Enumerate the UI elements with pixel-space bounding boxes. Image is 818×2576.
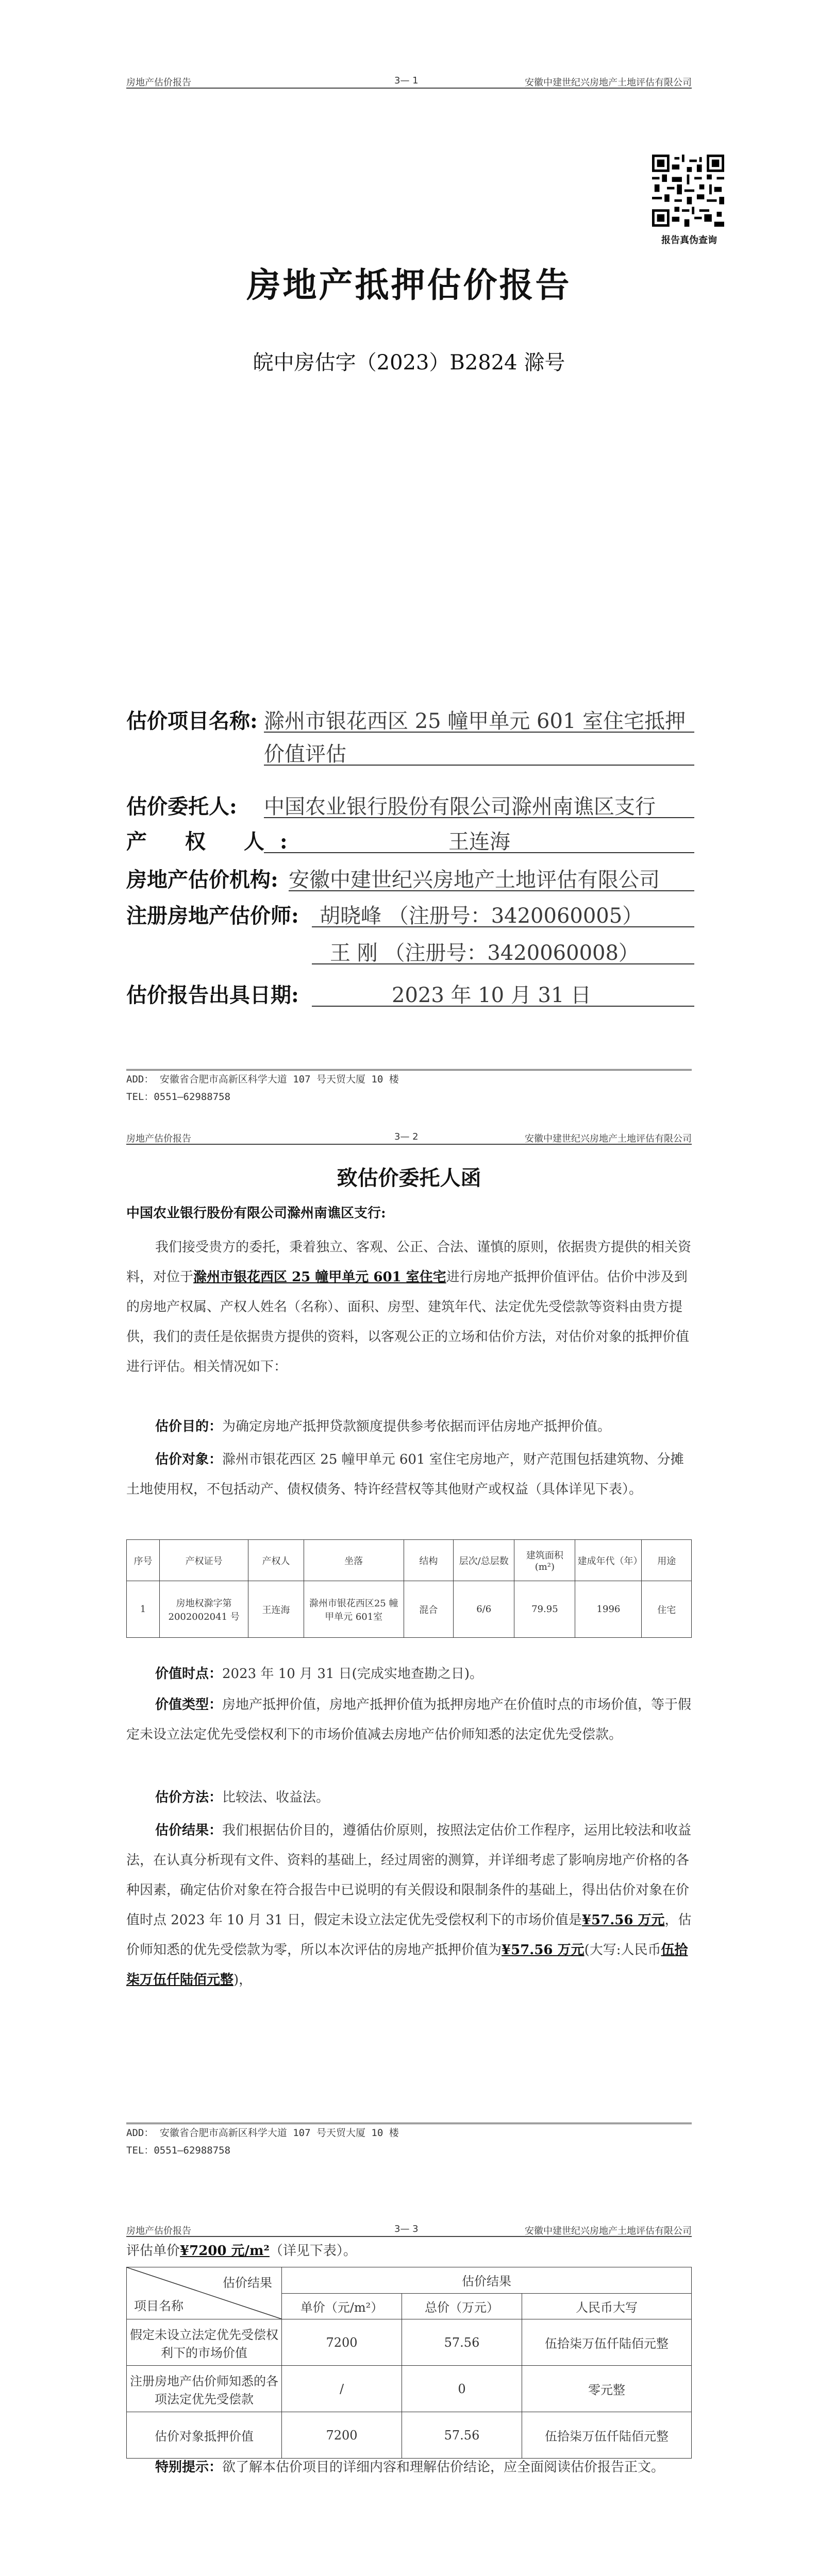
header-company: 安徽中建世纪兴房地产土地评估有限公司 — [525, 1133, 692, 1144]
object-paragraph — [126, 1445, 692, 1504]
underline — [289, 890, 694, 891]
intro-text-a: 我们接受贵方的委托，秉着独立、客观、公正、合法、谨慎的原则，依据贵方提供的相关资料，对位于 — [126, 1240, 692, 1285]
object-text: 滁州市银花西区 25 幢甲单元 601 室住宅房地产，财产范围包括建筑物、分摊土地使用权，不包括动产、债权债务、特许经营权等其他财产或权益（具体详见下表）。 — [126, 1452, 684, 1497]
purpose-text: 为确定房地产抵押贷款额度提供参考依据而评估房地产抵押价值。 — [222, 1419, 611, 1434]
row-name: 假定未设立法定优先受偿权利下的市场价值 — [127, 2319, 282, 2366]
client-value: 中国农业银行股份有限公司滁州南谯区支行 — [264, 795, 656, 819]
client-label: 估价委托人: — [126, 794, 237, 819]
table-cell: 1996 — [575, 1581, 642, 1638]
underline — [312, 963, 694, 964]
method-text: 比较法、收益法。 — [222, 1790, 330, 1805]
underline — [264, 852, 694, 853]
method-paragraph — [126, 1783, 692, 1812]
table-row — [127, 2412, 692, 2459]
row-total: 57.56 — [402, 2319, 522, 2366]
object-label: 估价对象： — [155, 1452, 223, 1467]
table-cell: 6/6 — [454, 1581, 514, 1638]
result-paragraph — [126, 1816, 692, 1995]
valuedate-label: 价值时点： — [155, 1666, 223, 1682]
page-footer — [126, 1069, 692, 1112]
qr-code-icon[interactable] — [652, 155, 724, 227]
intro-text-c: 进行房地产抵押价值评估。估价中涉及到的房地产权属、产权人姓名（名称）、面积、房型、建筑年代、法定优先受偿款等资料由贵方提供，我们的责任是依据贵方提供的资料，以客观公正的立场和估价方法，对估价对象的抵押价值进行评估。相关情况如下： — [126, 1269, 690, 1375]
property-table — [126, 1539, 692, 1638]
table-cell: 79.95 — [514, 1581, 575, 1638]
table-cell: 王连海 — [248, 1581, 304, 1638]
table-header: 用途 — [642, 1540, 692, 1581]
table-header: 序号 — [127, 1540, 160, 1581]
note-text: 欲了解本估价项目的详细内容和理解估价结论，应全面阅读估价报告正文。 — [222, 2460, 665, 2475]
row-unit: 7200 — [282, 2412, 402, 2459]
valuedate-paragraph — [126, 1659, 692, 1689]
unit-price-text-a: 评估单价 — [126, 2243, 180, 2259]
underline — [264, 765, 694, 766]
project-value-line2: 价值评估 — [264, 742, 346, 766]
page-footer — [126, 2123, 692, 2165]
result-text-a: 我们根据估价目的，遵循估价原则，按照法定估价工作程序，运用比较法和收益法，在认真分析现有文件、资料的基础上，经过周密的测算，并详细考虑了影响房地产价格的各种因素，确定估价对象在符合报告中已说明的有关假设和限制条件的基础上，得出估价对象在价值时点 2023 年 10 月 31 日，假定未设立法定优先受偿权利下的市场价值是 — [126, 1823, 692, 1928]
table-header-row — [127, 2267, 692, 2294]
diagonal-header — [127, 2267, 281, 2319]
underline — [264, 732, 694, 733]
diag-bottom-label: 项目名称 — [134, 2299, 183, 2313]
agency-label: 房地产估价机构: — [126, 868, 278, 892]
header-company: 安徽中建世纪兴房地产土地评估有限公司 — [525, 2226, 692, 2236]
row-unit: / — [282, 2366, 402, 2412]
diagonal-header-cell — [127, 2267, 282, 2319]
table-row — [127, 2366, 692, 2412]
header-page-number: 3— 3 — [394, 2224, 419, 2234]
table-header: 层次/总层数 — [454, 1540, 514, 1581]
table-header: 结构 — [404, 1540, 453, 1581]
valuedate-text: 2023 年 10 月 31 日(完成实地查勘之日)。 — [222, 1666, 483, 1682]
table-header: 建筑面积(m²) — [514, 1540, 575, 1581]
method-label: 估价方法： — [155, 1790, 223, 1805]
agency-value: 安徽中建世纪兴房地产土地评估有限公司 — [289, 868, 660, 892]
row-name: 估价对象抵押价值 — [127, 2412, 282, 2459]
page-cover — [0, 0, 818, 1123]
table-cell: 混合 — [404, 1581, 453, 1638]
result-text-d: )， — [233, 1972, 253, 1988]
col-header-total: 总价（万元） — [402, 2293, 522, 2319]
result-value-2: ¥57.56 万元 — [502, 1942, 585, 1958]
result-text-c: (大写:人民币 — [584, 1942, 661, 1958]
col-header-unit: 单价（元/m²） — [282, 2293, 402, 2319]
owner-label: 产 权 人: — [126, 829, 303, 854]
table-header: 建成年代（年） — [575, 1540, 642, 1581]
valuetype-paragraph — [126, 1690, 692, 1750]
col-header-upper: 人民币大写 — [522, 2293, 692, 2319]
qr-label: 报告真伪查询 — [661, 235, 717, 246]
header-page-number: 3— 2 — [394, 1131, 419, 1142]
header-left: 房地产估价报告 — [126, 2226, 191, 2236]
project-value-line1: 滁州市银花西区 25 幢甲单元 601 室住宅抵押 — [264, 709, 686, 733]
page-header — [126, 2221, 692, 2237]
table-header-row — [127, 1540, 692, 1581]
row-unit: 7200 — [282, 2319, 402, 2366]
appraiser-label: 注册房地产估价师: — [126, 904, 299, 928]
valuetype-label: 价值类型： — [155, 1697, 223, 1713]
diag-top-label: 估价结果 — [223, 2276, 272, 2290]
group-header: 估价结果 — [282, 2267, 692, 2294]
result-label: 估价结果： — [155, 1823, 223, 1838]
table-cell: 住宅 — [642, 1581, 692, 1638]
valuation-result-table — [126, 2267, 692, 2459]
letter-paragraph-intro — [126, 1232, 692, 1382]
unit-price-line — [126, 2236, 692, 2266]
unit-price-value: ¥7200 元/m² — [180, 2243, 270, 2259]
table-row — [127, 1581, 692, 1638]
row-total: 0 — [402, 2366, 522, 2412]
table-cell: 滁州市银花西区25 幢甲单元 601室 — [304, 1581, 404, 1638]
date-label: 估价报告出具日期: — [126, 983, 299, 1007]
underline — [312, 926, 694, 927]
table-header: 产权证号 — [159, 1540, 248, 1581]
special-note — [126, 2452, 692, 2482]
appraiser-2: 王 刚 （注册号：3420060008） — [330, 941, 639, 965]
footer-address: ADD： 安徽省合肥市高新区科学大道 107 号天贸大厦 10 楼 — [126, 2127, 399, 2139]
underline — [312, 1006, 694, 1007]
document-number: 皖中房估字（2023）B2824 滁号 — [253, 351, 565, 375]
result-value-1: ¥57.56 万元 — [581, 1912, 665, 1928]
table-header: 坐落 — [304, 1540, 404, 1581]
row-total: 57.56 — [402, 2412, 522, 2459]
valuetype-text: 房地产抵押价值，房地产抵押价值为抵押房地产在价值时点的市场价值，等于假定未设立法定优先受偿权利下的市场价值减去房地产估价师知悉的法定优先受偿款。 — [126, 1697, 692, 1742]
table-cell: 1 — [127, 1581, 160, 1638]
underline — [264, 817, 694, 818]
footer-tel: TEL：0551—62988758 — [126, 2145, 231, 2156]
row-name: 注册房地产估价师知悉的各项法定优先受偿款 — [127, 2366, 282, 2412]
letter-recipient: 中国农业银行股份有限公司滁州南谯区支行: — [126, 1206, 386, 1221]
row-upper: 伍拾柒万伍仟陆佰元整 — [522, 2319, 692, 2366]
row-upper: 零元整 — [522, 2366, 692, 2412]
page-letter — [0, 1123, 818, 2215]
owner-value: 王连海 — [448, 830, 510, 854]
letter-title: 致估价委托人函 — [337, 1166, 481, 1190]
table-row — [127, 2319, 692, 2366]
purpose-label: 估价目的： — [155, 1419, 223, 1434]
footer-address: ADD： 安徽省合肥市高新区科学大道 107 号天贸大厦 10 楼 — [126, 1074, 399, 1085]
result-upper: 伍拾柒万伍仟陆佰元整 — [126, 1942, 688, 1988]
footer-tel: TEL：0551—62988758 — [126, 1091, 231, 1103]
unit-price-text-b: （详见下表）。 — [269, 2243, 357, 2259]
row-upper: 伍拾柒万伍仟陆佰元整 — [522, 2412, 692, 2459]
date-value: 2023 年 10 月 31 日 — [392, 984, 592, 1007]
table-header: 产权人 — [248, 1540, 304, 1581]
header-company: 安徽中建世纪兴房地产土地评估有限公司 — [525, 77, 692, 88]
result-text-b: ，估价师知悉的优先受偿款为零，所以本次评估的房地产抵押价值为 — [126, 1912, 692, 1958]
page-results — [0, 2215, 818, 2576]
purpose-paragraph — [126, 1412, 692, 1442]
project-label: 估价项目名称: — [126, 709, 258, 733]
report-title: 房地产抵押估价报告 — [246, 265, 572, 305]
note-label: 特别提示： — [155, 2460, 223, 2475]
intro-object: 滁州市银花西区 25 幢甲单元 601 室住宅 — [193, 1269, 446, 1285]
table-cell: 房地权滁字第2002002041 号 — [159, 1581, 248, 1638]
header-left: 房地产估价报告 — [126, 77, 191, 88]
page-header — [126, 72, 692, 89]
page-header — [126, 1128, 692, 1145]
appraiser-1: 胡晓峰 （注册号：3420060005） — [320, 904, 643, 928]
header-page-number: 3— 1 — [394, 75, 419, 86]
header-left: 房地产估价报告 — [126, 1133, 191, 1144]
